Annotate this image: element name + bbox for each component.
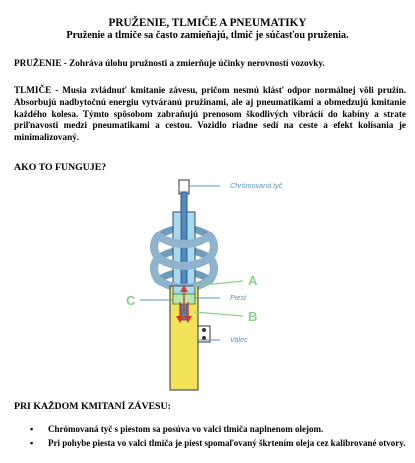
bullet-list <box>14 424 409 451</box>
label-piston: Piest <box>230 293 246 302</box>
letter-c: C <box>126 293 136 308</box>
shock-absorber-diagram <box>110 178 310 393</box>
bullet-icon: ▪ <box>30 437 34 448</box>
heading-each-oscillation: PRI KAŽDOM KMITANÍ ZÁVESU: <box>14 401 171 412</box>
document-title: PRUŽENIE, TLMIČE A PNEUMATIKY <box>108 17 307 29</box>
list-item-text: Chrómovaná tyč s piestom sa posúva vo valci tlmiča naplnenom olejom. <box>48 424 324 434</box>
mount-hole-icon <box>202 328 206 332</box>
label-cylinder: Valec <box>230 335 248 344</box>
document-subtitle: Pruženie a tlmiče sa často zamieňajú, tlmič je súčasťou pruženia. <box>66 30 349 41</box>
shock-absorber-drawing <box>110 178 310 393</box>
paragraph-suspension: PRUŽENIE - Zohráva úlohu pružnosti a zmierňuje účinky nerovností vozovky. <box>14 58 325 68</box>
list-item <box>14 438 409 449</box>
bullet-icon: ▪ <box>30 424 34 434</box>
mount-hole-icon <box>202 336 206 340</box>
list-item-text: Pri pohybe piesta vo valci tlmiča je piest spomaľovaný škrtením oleja cez kalibrované otvory. <box>48 437 406 448</box>
letter-b: B <box>248 309 258 324</box>
heading-how-it-works: AKO TO FUNGUJE? <box>14 162 107 173</box>
list-item <box>14 424 409 435</box>
label-chrome-rod: Chrómovaná tyč <box>230 181 283 190</box>
paragraph-shock-absorbers: TLMIČE - Musia zvládnuť kmitanie závesu, pričom nesmú klásť odpor normálnej vôli pružín. Absorbujú nadbytočnú energiu vytváranú pružinami, ale aj pneumatikami a obmedzujú kmitanie každého kolesa. Týmto spôsobom zabraňujú prenosom škodlivých vibrácií do kabíny a strate priľnavosti medzi pneumatikami a cestou. Vozidlo riadne sedí na ceste a efekt kolísania je minimalizovaný. <box>14 85 406 143</box>
letter-a: A <box>248 273 258 288</box>
